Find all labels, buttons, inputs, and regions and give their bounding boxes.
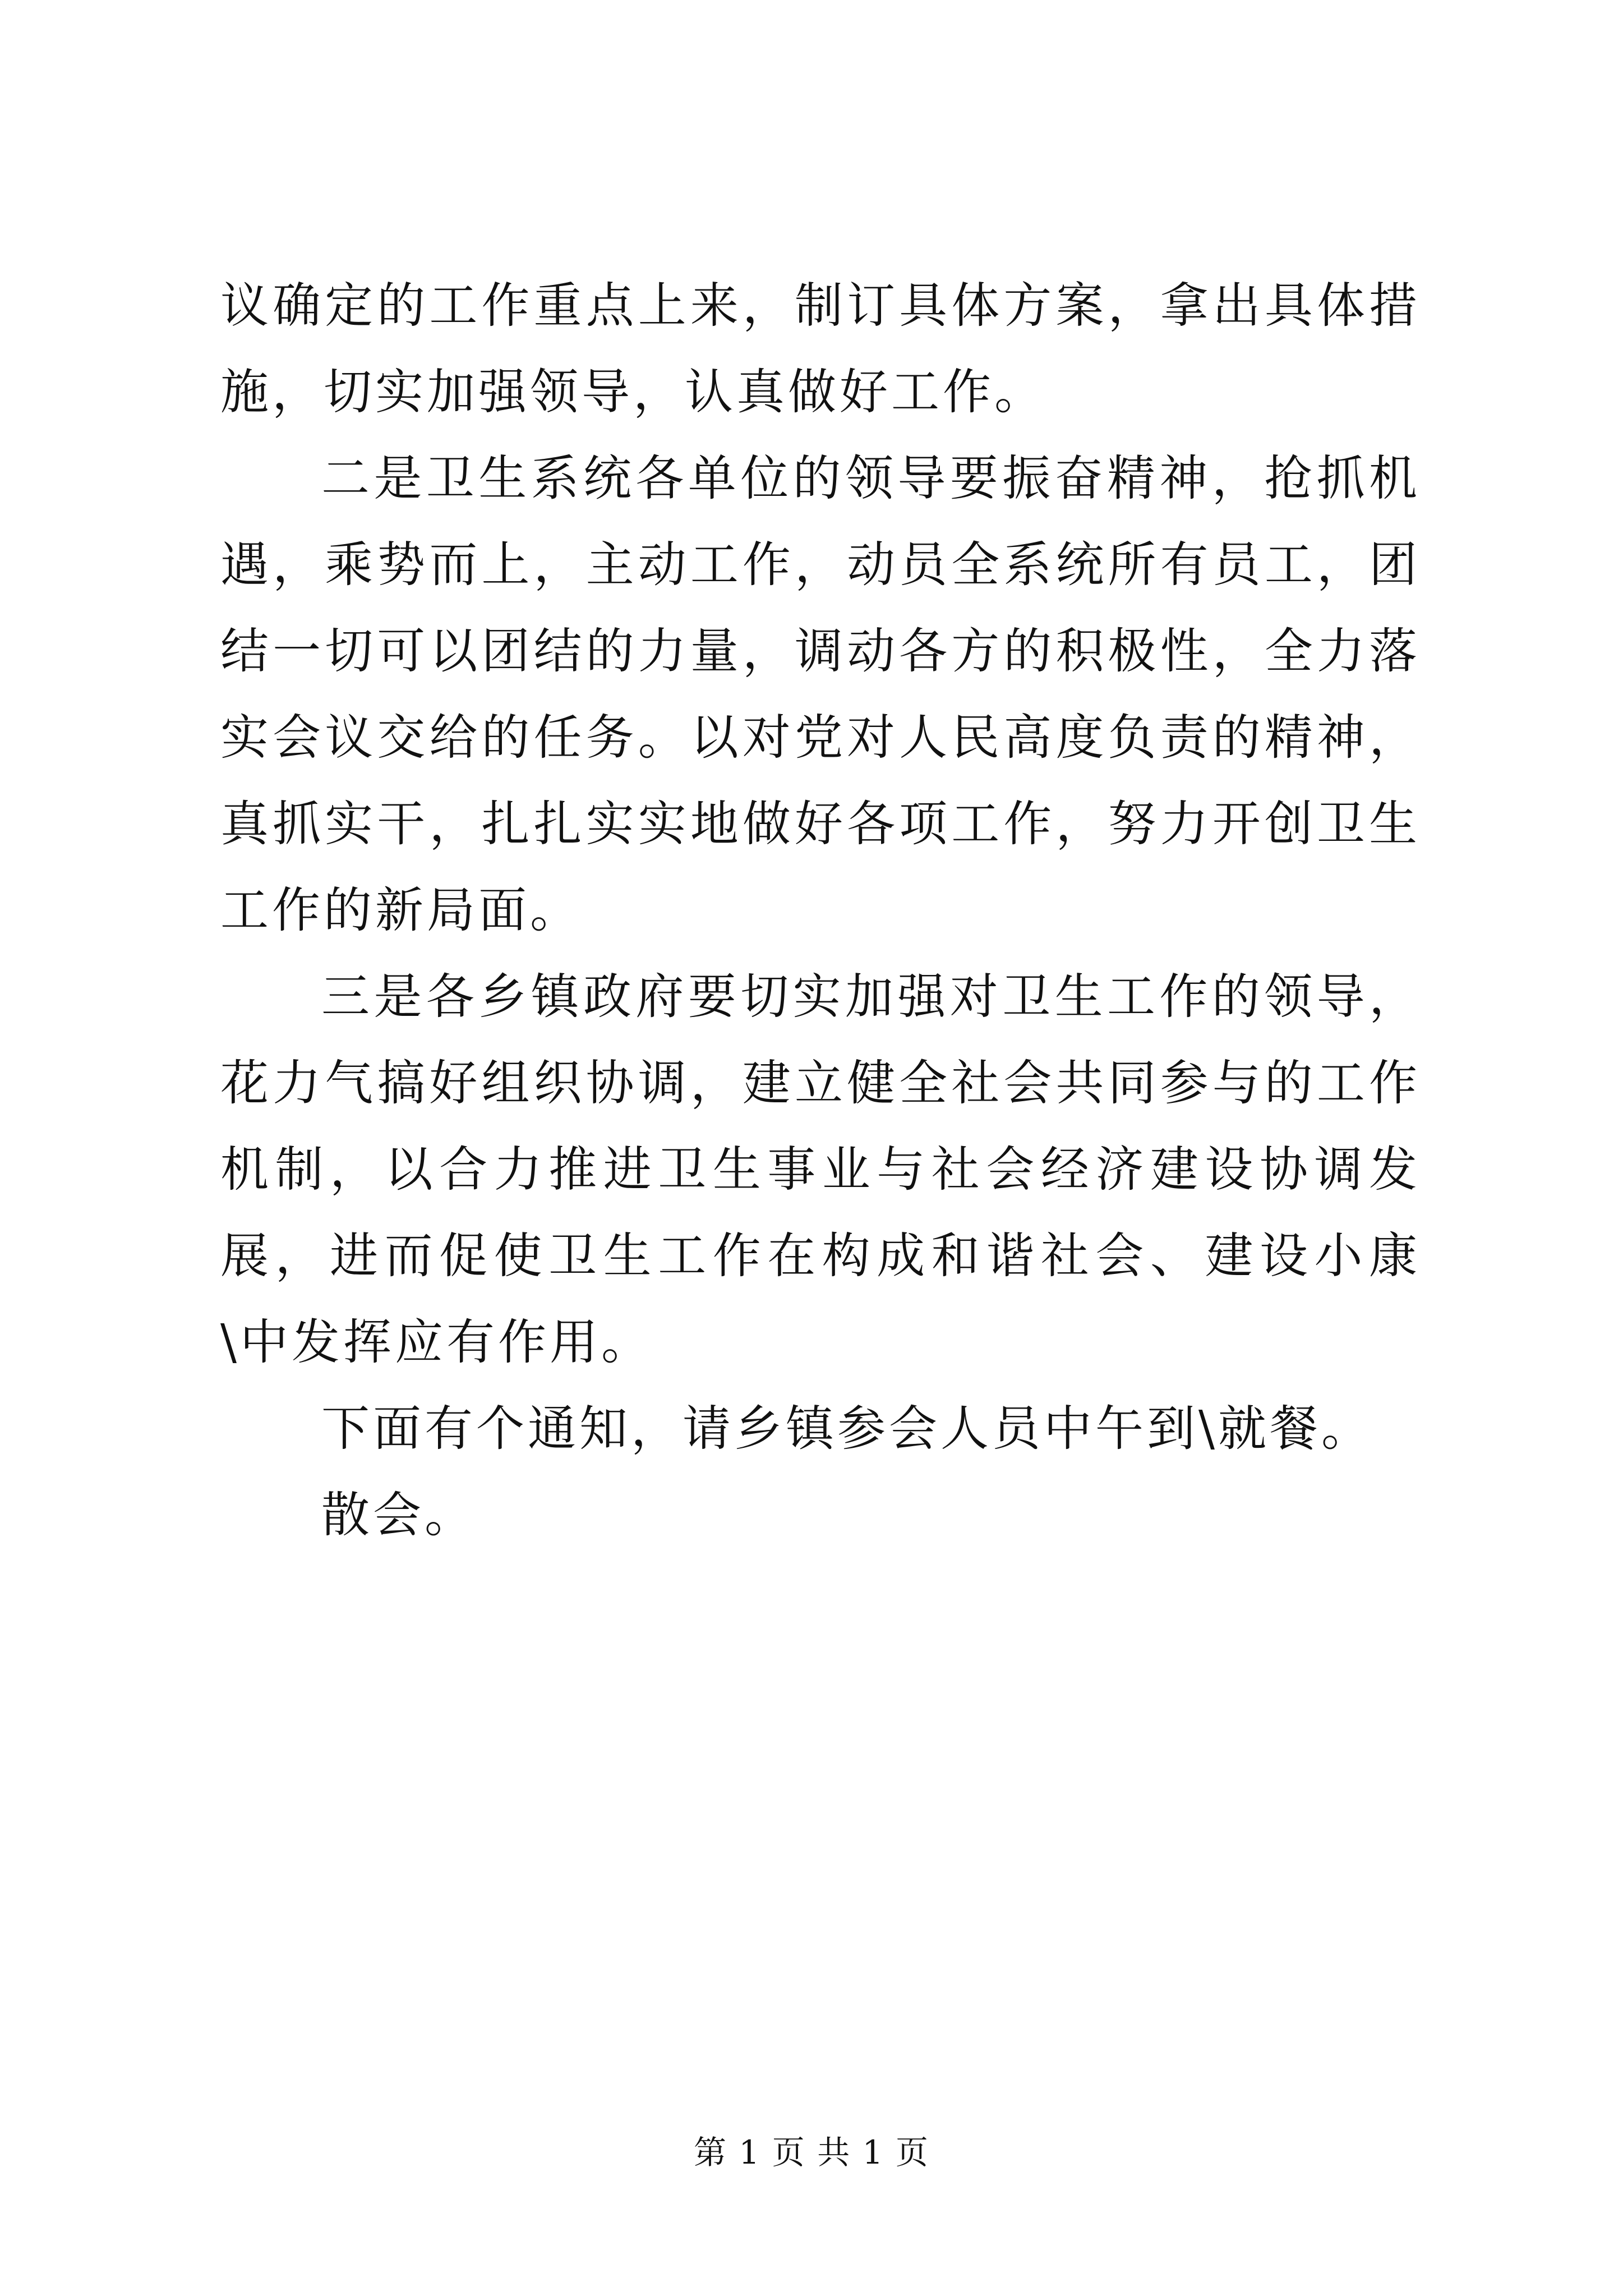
page-footer	[0, 2126, 1623, 2173]
paragraph-continuation: 议确定的工作重点上来，制订具体方案，拿出具体措施，切实加强领导，认真做好工作。	[220, 278, 1421, 420]
paragraph-point-three: 三是各乡镇政府要切实加强对卫生工作的领导，花力气搞好组织协调，建立健全社会共同参与的工作机制，以合力推进卫生事业与社会经济建设协调发展，进而促使卫生工作在构成和谐社会、建设小康\中发挥应有作用。	[220, 969, 1421, 1370]
page-number-label: 第 1 页 共 1 页	[694, 2133, 929, 2171]
paragraph-notice: 下面有个通知，请乡镇参会人员中午到\就餐。	[321, 1401, 1373, 1457]
paragraph-point-two: 二是卫生系统各单位的领导要振奋精神，抢抓机遇，乘势而上，主动工作，动员全系统所有员工，团结一切可以团结的力量，调动各方的积极性，全力落实会议交给的任务。以对党对人民高度负责的精神，真抓实干，扎扎实实地做好各项工作，努力开创卫生工作的新局面。	[220, 450, 1421, 938]
document-body	[220, 263, 1421, 1558]
paragraph-closing: 散会。	[321, 1487, 476, 1543]
